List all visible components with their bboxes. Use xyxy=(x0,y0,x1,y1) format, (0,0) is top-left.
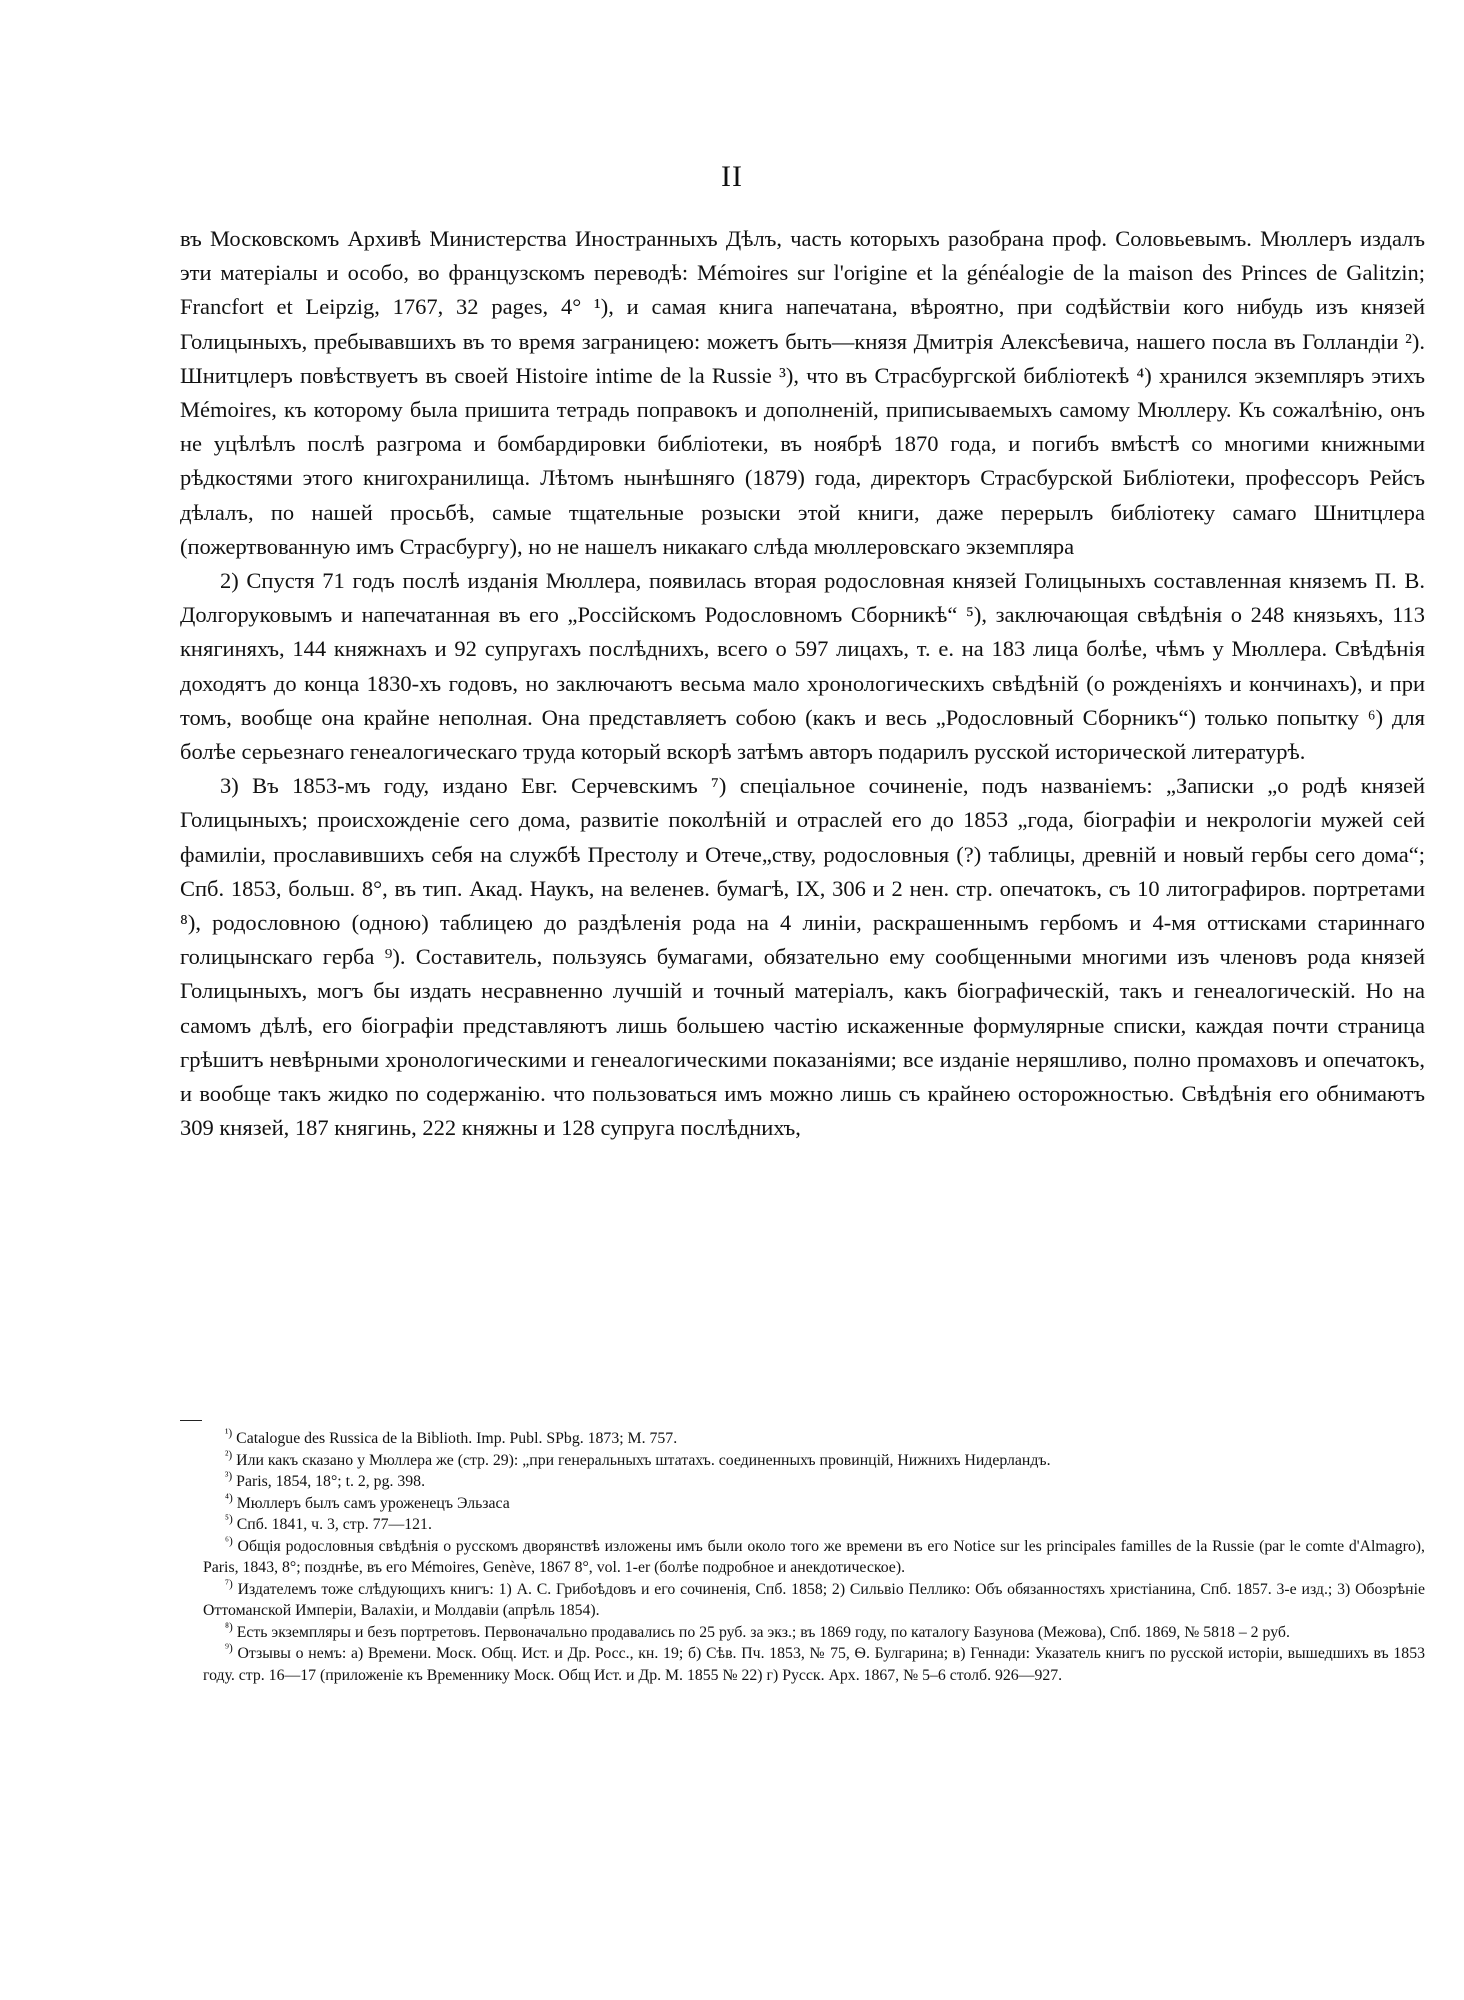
footnote-marker: ⁷) xyxy=(225,1578,233,1591)
footnote-7 xyxy=(203,1579,1425,1622)
footnote-marker: ⁶) xyxy=(225,1535,233,1548)
footnote-3 xyxy=(203,1471,1425,1493)
footnote-marker: ²) xyxy=(225,1449,233,1462)
footnote-text: Catalogue des Russica de la Biblioth. Imp. Publ. SPbg. 1873; M. 757. xyxy=(236,1430,678,1447)
footnote-text: Спб. 1841, ч. 3, стр. 77—121. xyxy=(236,1516,432,1533)
footnote-marker: ⁸) xyxy=(225,1621,233,1634)
footnote-text: Общія родословныя свѣдѣнія о русскомъ дворянствѣ изложены имъ были около того же времени въ его Notice sur les principales familles de la Russie (par le comte d'Almagro), Paris, 1843, 8°; позднѣе, въ его Mémoires, Genève, 1867 8°, vol. 1-er (болѣе подробное и анекдотическое). xyxy=(203,1537,1425,1576)
footnote-marker: ¹) xyxy=(225,1427,233,1440)
paragraph-2: 2) Спустя 71 годъ послѣ изданія Мюллера, появилась вторая родословная князей Голицыныхъ составленная княземъ П. В. Долгоруковымъ и напечатанная въ его „Россійскомъ Родословномъ Сборникѣ“ ⁵), заключающая свѣдѣнія о 248 князьяхъ, 113 княгиняхъ, 144 княжнахъ и 92 супругахъ послѣднихъ, всего о 597 лицахъ, т. е. на 183 лица болѣе, чѣмъ у Мюллера. Свѣдѣнія доходятъ до конца 1830-хъ годовъ, но заключаютъ весьма мало хронологическихъ свѣдѣній (о рожденіяхъ и кончинахъ), и при томъ, вообще она крайне неполная. Она представляетъ собою (какъ и весь „Родословный Сборникъ“) только попытку ⁶) для болѣе серьезнаго генеалогическаго труда который вскорѣ затѣмъ авторъ подарилъ русской исторической литературѣ. xyxy=(180,568,1425,765)
footnote-6 xyxy=(203,1536,1425,1579)
footnote-4 xyxy=(203,1493,1425,1515)
footnote-marker: ⁴) xyxy=(225,1492,233,1505)
footnote-text: Отзывы о немъ: а) Времени. Моск. Общ. Ист. и Др. Росс., кн. 19; б) Сѣв. Пч. 1853, № 75, Ѳ. Булгарина; в) Геннади: Указатель книгъ по русской исторіи, вышедшихъ въ 1853 году. стр. 16—17 (приложеніе къ Временнику Моск. Общ Ист. и Др. М. 1855 № 22) г) Русск. Арх. 1867, № 5–6 столб. 926—927. xyxy=(203,1645,1426,1684)
footnote-divider xyxy=(180,1420,202,1421)
footnote-marker: ³) xyxy=(225,1470,233,1483)
footnote-marker: ⁹) xyxy=(225,1642,233,1655)
footnote-1 xyxy=(203,1428,1425,1450)
footnote-text: Издателемъ тоже слѣдующихъ книгъ: 1) А. С. Грибоѣдовъ и его сочиненія, Спб. 1858; 2) Сильвіо Пеллико: Объ обязанностяхъ христіанина, Спб. 1857. 3-е изд.; 3) Обозрѣніе Оттоманской Имперіи, Валахіи, и Молдавіи (апрѣль 1854). xyxy=(203,1580,1425,1619)
footnote-2 xyxy=(203,1450,1425,1472)
footnotes xyxy=(203,1428,1425,1686)
paragraph-3: 3) Въ 1853-мъ году, издано Евг. Серчевскимъ ⁷) спеціальное сочиненіе, подъ названіемъ: „Записки „о родѣ князей Голицыныхъ; происхожденіе сего дома, развитіе поколѣній и отраслей его до 1853 „года, біографіи и некрологіи мужей сей фамиліи, прославившихъ себя на службѣ Престолу и Отече„ству, родословныя (?) таблицы, древній и новый гербы сего дома“; Спб. 1853, больш. 8°, въ тип. Акад. Наукъ, на веленев. бумагѣ, IX, 306 и 2 нен. стр. опечатокъ, съ 10 литографиров. портретами ⁸), родословною (одною) таблицею до раздѣленія рода на 4 линіи, раскрашеннымъ гербомъ и 4-мя оттисками стариннаго голицынскаго герба ⁹). Составитель, пользуясь бумагами, обязательно ему сообщенными многими изъ членовъ рода князей Голицыныхъ, могъ бы издать несравненно лучшій и точный матеріалъ, какъ біографическій, такъ и генеалогическій. Но на самомъ дѣлѣ, его біографіи представляютъ лишь большею частію искаженные формулярные списки, каждая почти страница грѣшитъ невѣрными хронологическими и генеалогическими показаніями; все изданіе неряшливо, полно промаховъ и опечатокъ, и вообще такъ жидко по содержанію. что пользоваться имъ можно лишь съ крайнею осторожностью. Свѣдѣнія его обнимаютъ 309 князей, 187 княгинь, 222 княжны и 128 супруга послѣднихъ, xyxy=(180,773,1425,1141)
paragraph-continuation: въ Московскомъ Архивѣ Министерства Иностранныхъ Дѣлъ, часть которыхъ разобрана проф. Соловьевымъ. Мюллеръ издалъ эти матеріалы и особо, во французскомъ переводѣ: Mémoires sur l'origine et la généalogie de la maison des Princes de Galitzin; Francfort et Leipzig, 1767, 32 pages, 4° ¹), и самая книга напечатана, вѣроятно, при содѣйствіи кого нибудь изъ князей Голицыныхъ, пребывавшихъ въ то время заграницею: можетъ быть—князя Дмитрія Алексѣевича, нашего посла въ Голландіи ²). Шнитцлеръ повѣствуетъ въ своей Histoire intime de la Russie ³), что въ Страсбургской библіотекѣ ⁴) хранился экземпляръ этихъ Mémoires, къ которому была пришита тетрадь поправокъ и дополненій, приписываемыхъ самому Мюллеру. Къ сожалѣнію, онъ не уцѣлѣлъ послѣ разгрома и бомбардировки библіотеки, въ ноябрѣ 1870 года, и погибъ вмѣстѣ со многими книжными рѣдкостями этого книгохранилища. Лѣтомъ нынѣшняго (1879) года, директоръ Страсбурской Библіотеки, профессоръ Рейсъ дѣлалъ, по нашей просьбѣ, самые тщательные розыски этой книги, даже перерылъ библіотеку самаго Шнитцлера (пожертвованную имъ Страсбургу), но не нашелъ никакаго слѣда мюллеровскаго экземпляра xyxy=(180,226,1425,559)
main-text xyxy=(180,222,1425,1145)
footnote-text: Есть экземпляры и безъ портретовъ. Первоначально продавались по 25 руб. за экз.; въ 1869 году, по каталогу Базунова (Межова), Спб. 1869, № 5818 – 2 руб. xyxy=(236,1623,1290,1641)
footnote-text: Paris, 1854, 18°; t. 2, pg. 398. xyxy=(236,1473,426,1490)
footnote-text: Или какъ сказано у Мюллера же (стр. 29): „при генеральныхъ штатахъ. соединенныхъ провинцій, Нижнихъ Нидерландъ. xyxy=(236,1451,1051,1469)
footnote-marker: ⁵) xyxy=(225,1513,233,1526)
footnote-5 xyxy=(203,1514,1425,1536)
footnote-text: Мюллеръ былъ самъ уроженецъ Эльзаса xyxy=(236,1494,510,1512)
page-number: II xyxy=(721,160,743,193)
footnote-8 xyxy=(203,1622,1425,1644)
footnote-9 xyxy=(203,1643,1425,1686)
